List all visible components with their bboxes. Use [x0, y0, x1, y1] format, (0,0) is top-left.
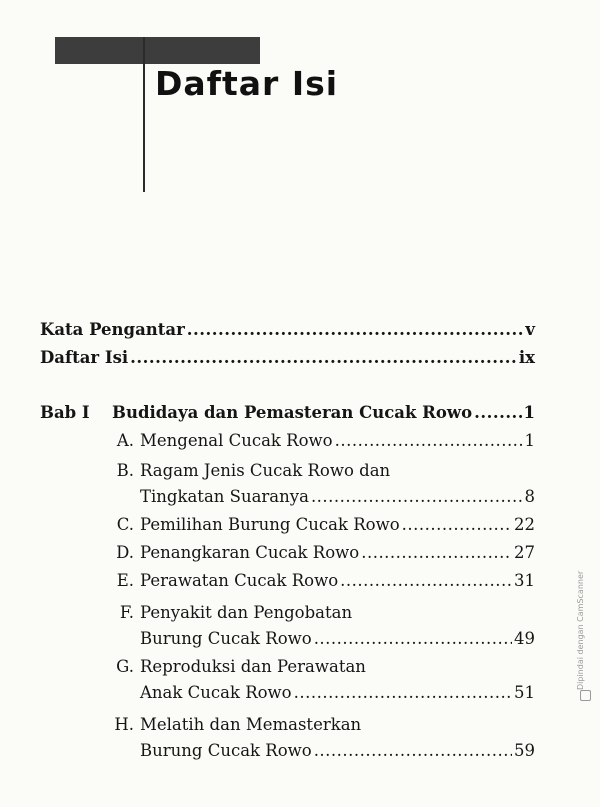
toc-entry-label: Kata Pengantar [40, 320, 185, 339]
header-bar [55, 37, 260, 64]
toc-section-f [40, 603, 352, 622]
scanner-watermark: Dipindai dengan CamScanner [576, 570, 585, 690]
section-title: Pemilihan Burung Cucak Rowo [140, 515, 400, 534]
leader-dots [361, 543, 512, 562]
toc-section-h [40, 715, 361, 734]
leader-dots [340, 571, 512, 590]
toc-section-g [40, 657, 366, 676]
leader-dots [335, 431, 523, 450]
leader-dots [474, 403, 521, 422]
section-page: 59 [514, 741, 535, 760]
section-page: 22 [514, 515, 535, 534]
chapter-page: 1 [523, 403, 535, 422]
section-letter: E. [116, 571, 134, 590]
section-title-cont: Burung Cucak Rowo [140, 629, 312, 648]
section-title: Ragam Jenis Cucak Rowo dan [140, 461, 391, 480]
toc-entry-page: ix [518, 348, 535, 367]
toc-section-a [40, 431, 535, 457]
section-letter: D. [116, 543, 134, 562]
toc-section-e [40, 571, 535, 597]
leader-dots [402, 515, 512, 534]
section-title-cont: Tingkatan Suaranya [140, 487, 309, 506]
section-letter: C. [116, 515, 134, 534]
section-page: 31 [514, 571, 535, 590]
leader-dots [314, 741, 512, 760]
section-title: Reproduksi dan Perawatan [140, 657, 366, 676]
chapter-title: Budidaya dan Pemasteran Cucak Rowo [112, 403, 473, 422]
section-title: Penangkaran Cucak Rowo [140, 543, 360, 562]
toc-entry-kata-pengantar [40, 320, 535, 346]
section-letter: F. [119, 603, 134, 622]
toc-section-c [40, 515, 535, 541]
section-page: 8 [524, 487, 535, 506]
section-letter: H. [114, 715, 134, 734]
leader-dots [187, 320, 524, 339]
toc-entry-label: Daftar Isi [40, 348, 129, 367]
section-letter: G. [116, 657, 134, 676]
toc-entry-daftar-isi [40, 348, 535, 374]
section-letter: A. [116, 431, 134, 450]
camscanner-icon [580, 690, 591, 701]
section-letter: B. [116, 461, 134, 480]
page-title: Daftar Isi [155, 64, 339, 103]
leader-dots [130, 348, 517, 367]
leader-dots [294, 683, 512, 702]
section-title: Mengenal Cucak Rowo [140, 431, 333, 450]
toc-section-f-line2 [40, 629, 535, 655]
section-title-cont: Anak Cucak Rowo [140, 683, 292, 702]
chapter-number: Bab I [40, 403, 90, 422]
section-page: 1 [524, 431, 535, 450]
toc-section-b [40, 461, 390, 480]
section-title: Melatih dan Memasterkan [140, 715, 362, 734]
toc-section-b-line2 [40, 487, 535, 513]
section-page: 51 [514, 683, 535, 702]
toc-section-g-line2 [40, 683, 535, 709]
leader-dots [311, 487, 523, 506]
toc-entry-page: v [525, 320, 535, 339]
toc-section-d [40, 543, 535, 569]
section-page: 49 [514, 629, 535, 648]
section-title: Penyakit dan Pengobatan [140, 603, 353, 622]
leader-dots [314, 629, 512, 648]
section-title: Perawatan Cucak Rowo [140, 571, 339, 590]
toc-chapter-1 [40, 403, 535, 429]
toc-section-h-line2 [40, 741, 535, 767]
section-title-cont: Burung Cucak Rowo [140, 741, 312, 760]
header-rule [143, 37, 145, 192]
section-page: 27 [514, 543, 535, 562]
